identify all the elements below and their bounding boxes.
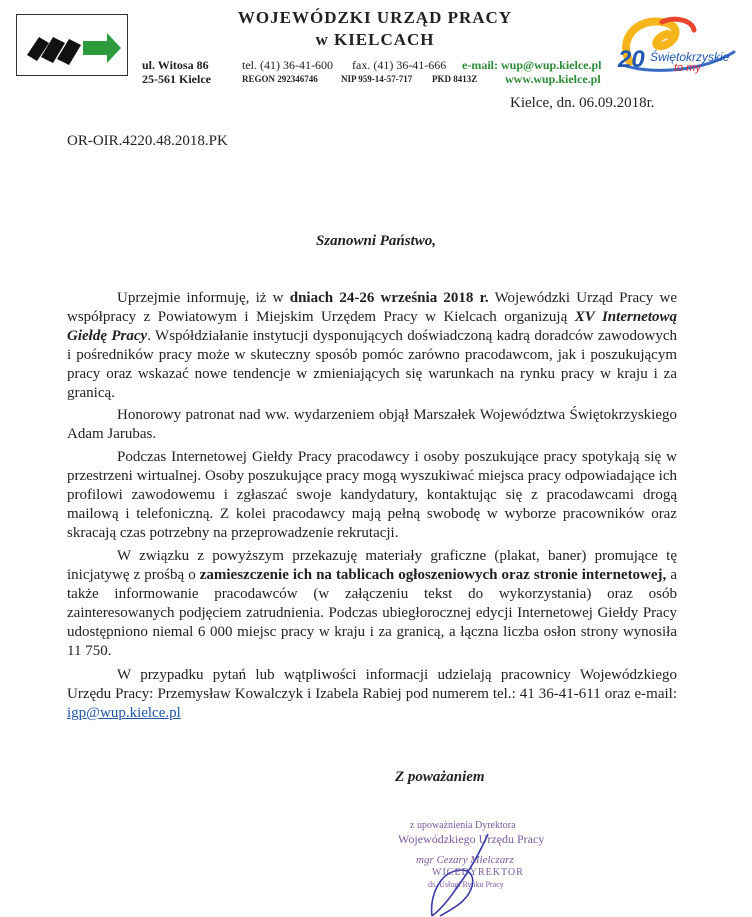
- tel-number: tel. (41) 36-41-600: [242, 58, 333, 72]
- salutation: Szanowni Państwo,: [315, 233, 437, 249]
- paragraph-3: Podczas Internetowej Giełdy Pracy pracodawcy i osoby poszukujące pracy spotykają się w przestrzeni wirtualnej. Osoby poszukujące pracy mogą wyszukiwać miejsca pracy odpowiadające ich profilowi zawodowemu i zgłaszać swoje kandydatury, kontaktując się z pracodawcami drogą mailową i telefoniczną. Z kolei pracodawcy mają pełną swobodę w wyborze pracowników oraz skracają czas potrzebny na przeprowadzenie rekrutacji.: [67, 449, 677, 541]
- reference-number: OR-OIR.4220.48.2018.PK: [67, 133, 228, 149]
- contact-email-link[interactable]: igp@wup.kielce.pl: [67, 705, 181, 721]
- brand-line1: Świętokrzyskie: [650, 50, 730, 64]
- pkd: PKD 8413Z: [432, 74, 478, 84]
- p1-text-a: Uprzejmie informuję, iż w: [117, 290, 290, 306]
- nip: NIP 959-14-57-717: [341, 74, 413, 84]
- handwritten-signature: [410, 830, 520, 917]
- p5-text-a: W przypadku pytań lub wątpliwości informacji udzielają pracownicy Wojewódzkiego Urzędu Pracy: Przemysław Kowalczyk i Izabela Rabiej pod numerem tel.: 41 36-41-611 oraz e-mail:: [67, 667, 677, 702]
- event-name: XV Internetową Giełdę Pracy: [67, 309, 677, 344]
- p4-request: zamieszczenie ich na tablicach ogłoszeniowych oraz stronie internetowej,: [199, 567, 667, 583]
- brand-line2: to my: [674, 62, 701, 74]
- regon: REGON 292346746: [242, 74, 318, 84]
- stamp-line5: ds. Usługi Rynku Pracy: [428, 880, 504, 889]
- org-name-line2: w KIELCACH: [315, 30, 435, 49]
- stamp-line2: Wojewódzkiego Urzędu Pracy: [398, 832, 545, 846]
- paragraph-2: Honorowy patronat nad ww. wydarzeniem objął Marszałek Województwa Świętokrzyskiego Adam Jarubas.: [67, 407, 677, 442]
- office-logo: [16, 14, 128, 76]
- org-name-line1: WOJEWÓDZKI URZĄD PRACY: [237, 8, 513, 27]
- p1-text-b: Wojewódzki Urząd Pracy we współpracy z Powiatowym i Miejskim Urzędem Pracy w Kielcach organizują: [67, 290, 677, 325]
- brand-number: 20: [618, 46, 645, 73]
- paragraph-5: [67, 666, 677, 723]
- closing: Z poważaniem: [395, 769, 485, 785]
- fax-number: fax. (41) 36-41-666: [352, 58, 447, 72]
- swietokrzyskie-brand-logo: [612, 12, 742, 78]
- address-city: 25-561 Kielce: [142, 72, 211, 86]
- letter-date: Kielce, dn. 06.09.2018r.: [510, 95, 655, 111]
- stamp-line1: z upoważnienia Dyrektora: [410, 820, 516, 831]
- paragraph-1: [67, 289, 677, 403]
- address-street: ul. Witosa 86: [142, 58, 209, 72]
- letterhead-email: e-mail: wup@wup.kielce.pl: [462, 58, 602, 72]
- p4-text-b: a także informowanie pracodawców (w załączeniu tekst do wykorzystania) oraz osób zainteresowanych podjęciem zatrudnienia. Podczas ubiegłorocznej edycji Internetowej Giełdy Pracy udostępniono niemal 6 000 miejsc pracy w kraju i za granicą, a łączna liczba osłon strony wynosiła 11 750.: [67, 567, 677, 659]
- letterhead-www: www.wup.kielce.pl: [505, 72, 601, 86]
- p1-text-c: . Współdziałanie instytucji dysponujących doświadczoną kadrą doradców zawodowych i pośredników pracy może w skuteczny sposób pomóc zarówno pracodawcom, jak i poszukującym pracy oraz wskazać nowe tendencje w zmieniających się warunkach na rynku pracy w kraju i za granicą.: [67, 328, 677, 401]
- stamp-line3: mgr Cezary Mielczarz: [416, 854, 514, 866]
- p4-text-a: W związku z powyższym przekazuję materiały graficzne (plakat, baner) promujące tę inicjatywę z prośbą o: [67, 548, 677, 583]
- paragraph-4: [67, 547, 677, 661]
- stamp-line4: WICEDYREKTOR: [432, 867, 524, 878]
- event-dates: dniach 24-26 września 2018 r.: [289, 290, 489, 306]
